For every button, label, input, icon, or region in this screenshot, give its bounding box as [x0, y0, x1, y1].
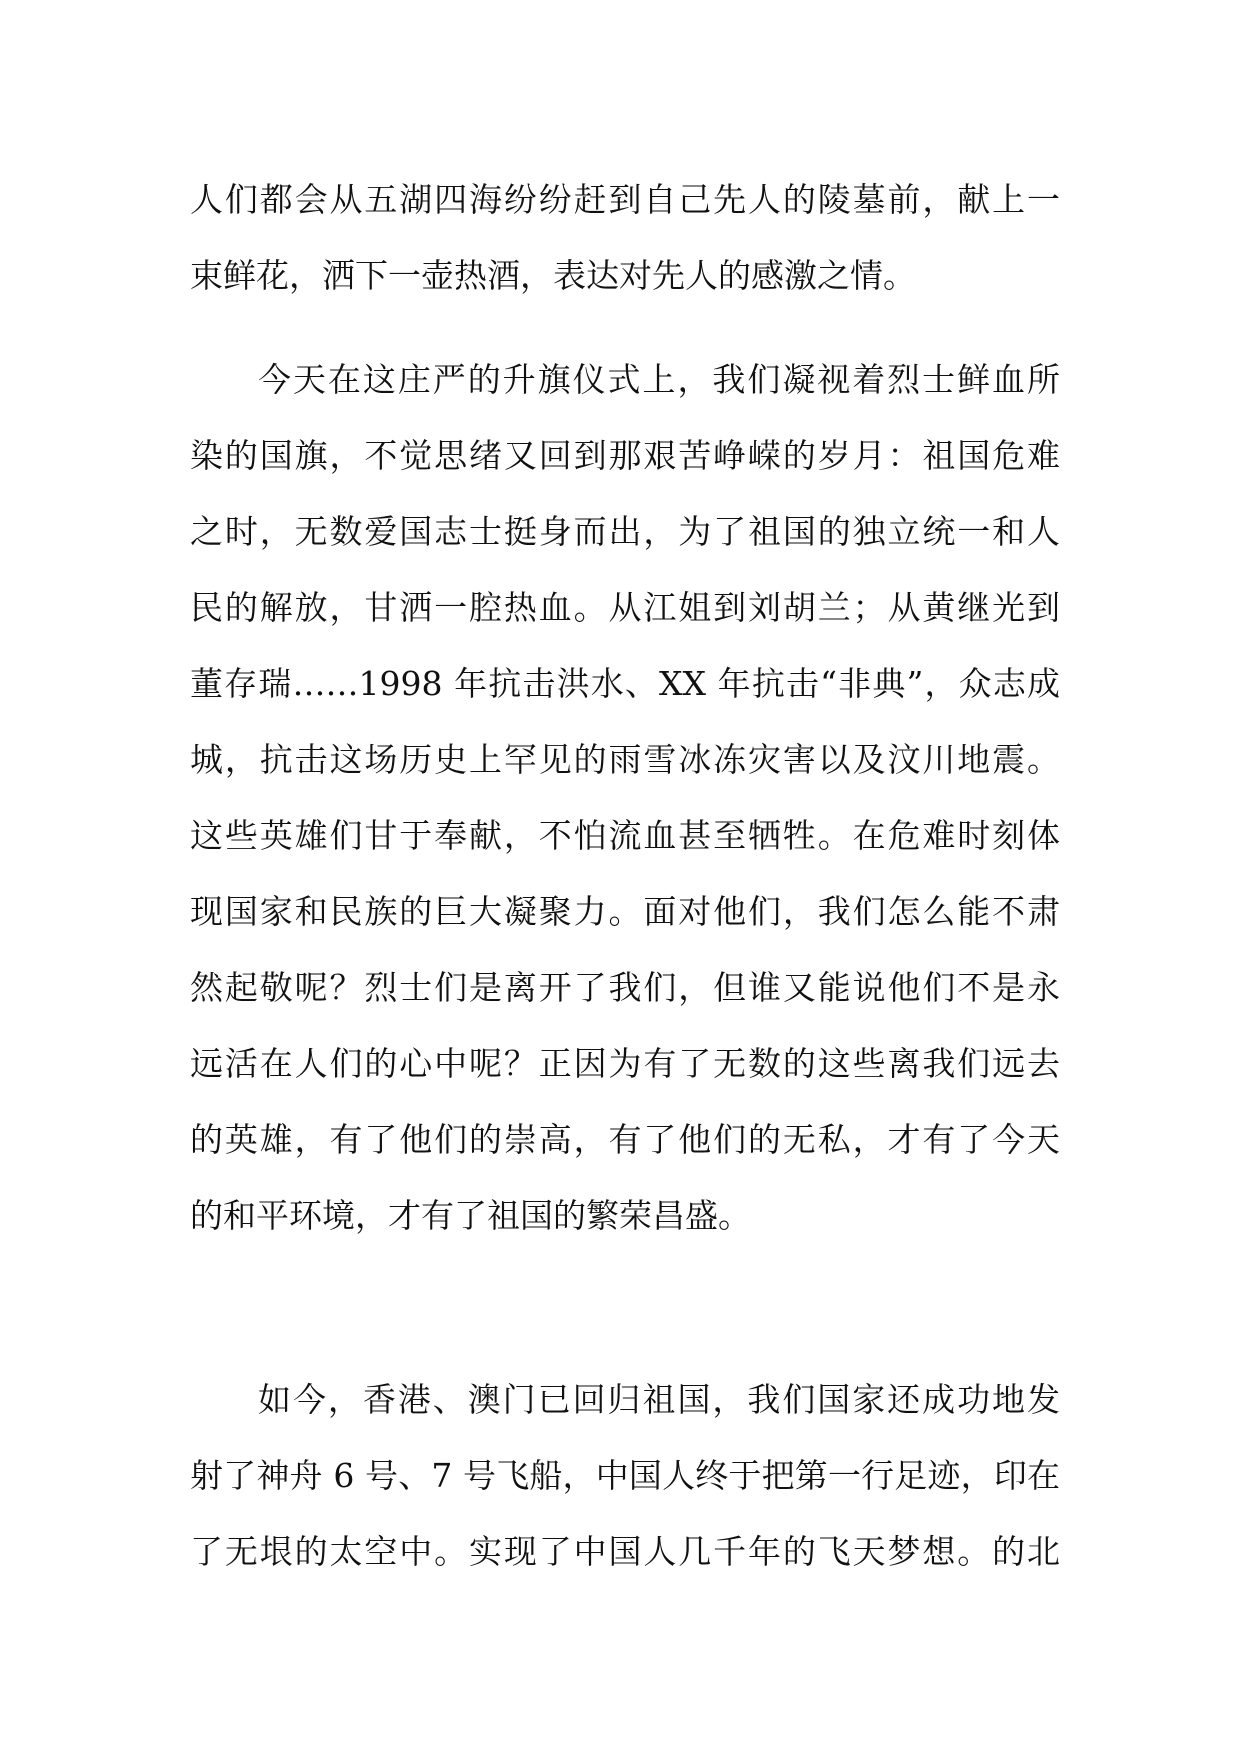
paragraph-line: 了无垠的太空中。实现了中国人几千年的飞天梦想。的北 — [190, 1532, 1060, 1571]
paragraph-line: 民的解放，甘洒一腔热血。从江姐到刘胡兰；从黄继光到 — [190, 588, 1060, 627]
paragraph-line: 城，抗击这场历史上罕见的雨雪冰冻灾害以及汶川地震。 — [190, 740, 1060, 779]
paragraph-line: 现国家和民族的巨大凝聚力。面对他们，我们怎么能不肃 — [190, 892, 1060, 931]
paragraph-line: 的英雄，有了他们的崇高，有了他们的无私，才有了今天 — [190, 1120, 1060, 1159]
paragraph-line: 今天在这庄严的升旗仪式上，我们凝视着烈士鲜血所 — [258, 360, 1060, 399]
paragraph-line: 远活在人们的心中呢？正因为有了无数的这些离我们远去 — [190, 1044, 1060, 1083]
paragraph-1 — [190, 162, 1060, 314]
paragraph-line: 束鲜花，洒下一壶热酒，表达对先人的感激之情。 — [190, 256, 916, 295]
paragraph-line: 射了神舟 6 号、7 号飞船，中国人终于把第一行足迹，印在 — [190, 1456, 1060, 1495]
paragraph-line: 染的国旗，不觉思绪又回到那艰苦峥嵘的岁月：祖国危难 — [190, 436, 1060, 475]
paragraph-line: 然起敬呢？烈士们是离开了我们，但谁又能说他们不是永 — [190, 968, 1060, 1007]
paragraph-line: 这些英雄们甘于奉献，不怕流血甚至牺牲。在危难时刻体 — [190, 816, 1060, 855]
paragraph-2 — [190, 342, 1060, 1254]
paragraph-line: 如今，香港、澳门已回归祖国，我们国家还成功地发 — [258, 1380, 1060, 1419]
paragraph-line: 之时，无数爱国志士挺身而出，为了祖国的独立统一和人 — [190, 512, 1060, 551]
paragraph-3 — [190, 1362, 1060, 1590]
paragraph-line: 董存瑞……1998 年抗击洪水、XX 年抗击“非典”，众志成 — [190, 664, 1060, 703]
paragraph-line: 的和平环境，才有了祖国的繁荣昌盛。 — [190, 1196, 751, 1235]
paragraph-line: 人们都会从五湖四海纷纷赶到自己先人的陵墓前，献上一 — [190, 180, 1060, 219]
